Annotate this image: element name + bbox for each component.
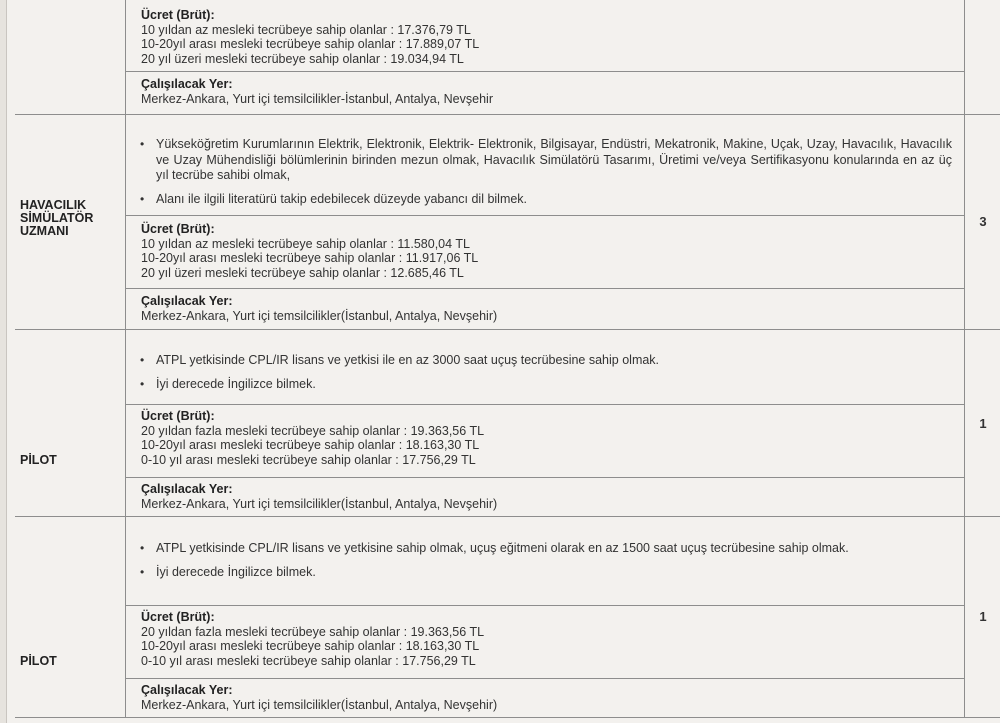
salary-cell	[126, 0, 964, 72]
page-left-border	[0, 0, 7, 723]
location-text: Merkez-Ankara, Yurt içi temsilcilikler-İstanbul, Antalya, Nevşehir	[141, 91, 493, 106]
salary-line: 20 yıl üzeri mesleki tecrübeye sahip olanlar : 12.685,46 TL	[141, 265, 464, 280]
location-label: Çalışılacak Yer:	[141, 482, 233, 496]
salary-line: 10 yıldan az mesleki tecrübeye sahip olanlar : 11.580,04 TL	[141, 236, 470, 251]
salary-label: Ücret (Brüt):	[141, 222, 215, 236]
position-title: PİLOT	[20, 453, 57, 467]
table-row	[15, 0, 1000, 115]
position-count: 1	[979, 609, 987, 624]
salary-label: Ücret (Brüt):	[141, 8, 215, 22]
requirement-item: • İyi derecede İngilizce bilmek.	[156, 377, 964, 393]
location-label: Çalışılacak Yer:	[141, 294, 233, 308]
location-cell	[126, 680, 964, 717]
table-row	[15, 517, 1000, 718]
salary-line: 10-20yıl arası mesleki tecrübeye sahip olanlar : 11.917,06 TL	[141, 251, 479, 265]
table-row	[15, 114, 1000, 330]
location-cell	[126, 73, 964, 114]
requirements-cell	[126, 330, 964, 405]
details-column	[125, 517, 965, 717]
salary-cell	[126, 406, 964, 478]
requirements-cell	[126, 517, 964, 606]
position-count: 3	[979, 214, 987, 229]
requirements-list	[126, 541, 964, 580]
location-cell	[126, 479, 964, 516]
salary-cell	[126, 607, 964, 679]
requirements-cell	[126, 114, 964, 216]
requirements-list	[126, 137, 964, 207]
details-column	[125, 330, 965, 516]
requirement-item: • ATPL yetkisinde CPL/IR lisans ve yetkisine sahip olmak, uçuş eğitmeni olarak en az 1500 saat uçuş tecrübesine sahip olmak.	[156, 541, 964, 557]
salary-line: 20 yıldan fazla mesleki tecrübeye sahip olanlar : 19.363,56 TL	[141, 423, 485, 438]
salary-line: 20 yıl üzeri mesleki tecrübeye sahip olanlar : 19.034,94 TL	[141, 51, 464, 66]
salary-line: 10 yıldan az mesleki tecrübeye sahip olanlar : 17.376,79 TL	[141, 22, 471, 37]
location-text: Merkez-Ankara, Yurt içi temsilcilikler(İstanbul, Antalya, Nevşehir)	[141, 697, 498, 712]
location-text: Merkez-Ankara, Yurt içi temsilcilikler(İstanbul, Antalya, Nevşehir)	[141, 496, 498, 511]
salary-cell	[126, 217, 964, 289]
details-column	[125, 0, 965, 114]
requirements-list	[126, 353, 964, 392]
requirement-item: • Alanı ile ilgili literatürü takip edebilecek düzeyde yabancı dil bilmek.	[156, 192, 964, 208]
location-label: Çalışılacak Yer:	[141, 77, 233, 91]
salary-label: Ücret (Brüt):	[141, 409, 215, 423]
position-title: HAVACILIK SİMÜLATÖR UZMANI	[20, 198, 94, 238]
salary-label: Ücret (Brüt):	[141, 610, 215, 624]
requirement-item: • İyi derecede İngilizce bilmek.	[156, 565, 964, 581]
location-cell	[126, 290, 964, 329]
salary-line: 10-20yıl arası mesleki tecrübeye sahip olanlar : 18.163,30 TL	[141, 438, 480, 452]
salary-line: 0-10 yıl arası mesleki tecrübeye sahip olanlar : 17.756,29 TL	[141, 452, 476, 467]
position-title: PİLOT	[20, 654, 57, 668]
salary-line: 20 yıldan fazla mesleki tecrübeye sahip olanlar : 19.363,56 TL	[141, 624, 485, 639]
table-row	[15, 330, 1000, 517]
salary-line: 0-10 yıl arası mesleki tecrübeye sahip olanlar : 17.756,29 TL	[141, 653, 476, 668]
details-column	[125, 114, 965, 329]
position-count: 1	[979, 416, 987, 431]
salary-line: 10-20yıl arası mesleki tecrübeye sahip olanlar : 18.163,30 TL	[141, 639, 480, 653]
salary-line: 10-20yıl arası mesleki tecrübeye sahip olanlar : 17.889,07 TL	[141, 37, 480, 51]
location-label: Çalışılacak Yer:	[141, 683, 233, 697]
location-text: Merkez-Ankara, Yurt içi temsilcilikler(İstanbul, Antalya, Nevşehir)	[141, 308, 498, 323]
requirement-item: • ATPL yetkisinde CPL/IR lisans ve yetkisi ile en az 3000 saat uçuş tecrübesine sahip olmak.	[156, 353, 964, 369]
requirement-item: • Yükseköğretim Kurumlarının Elektrik, Elektronik, Elektrik- Elektronik, Bilgisayar, Endüstri, Mekatronik, Makine, Uçak, Uzay, Havacılık, Havacılık ve Uzay Mühendisliği bölümlerinin birinden mezun olmak, Havacılık Simülatörü Tasarımı, Üretimi ve/veya Sertifikasyonu konularında en az üç yıl tecrübe sahibi olmak,	[156, 137, 964, 184]
